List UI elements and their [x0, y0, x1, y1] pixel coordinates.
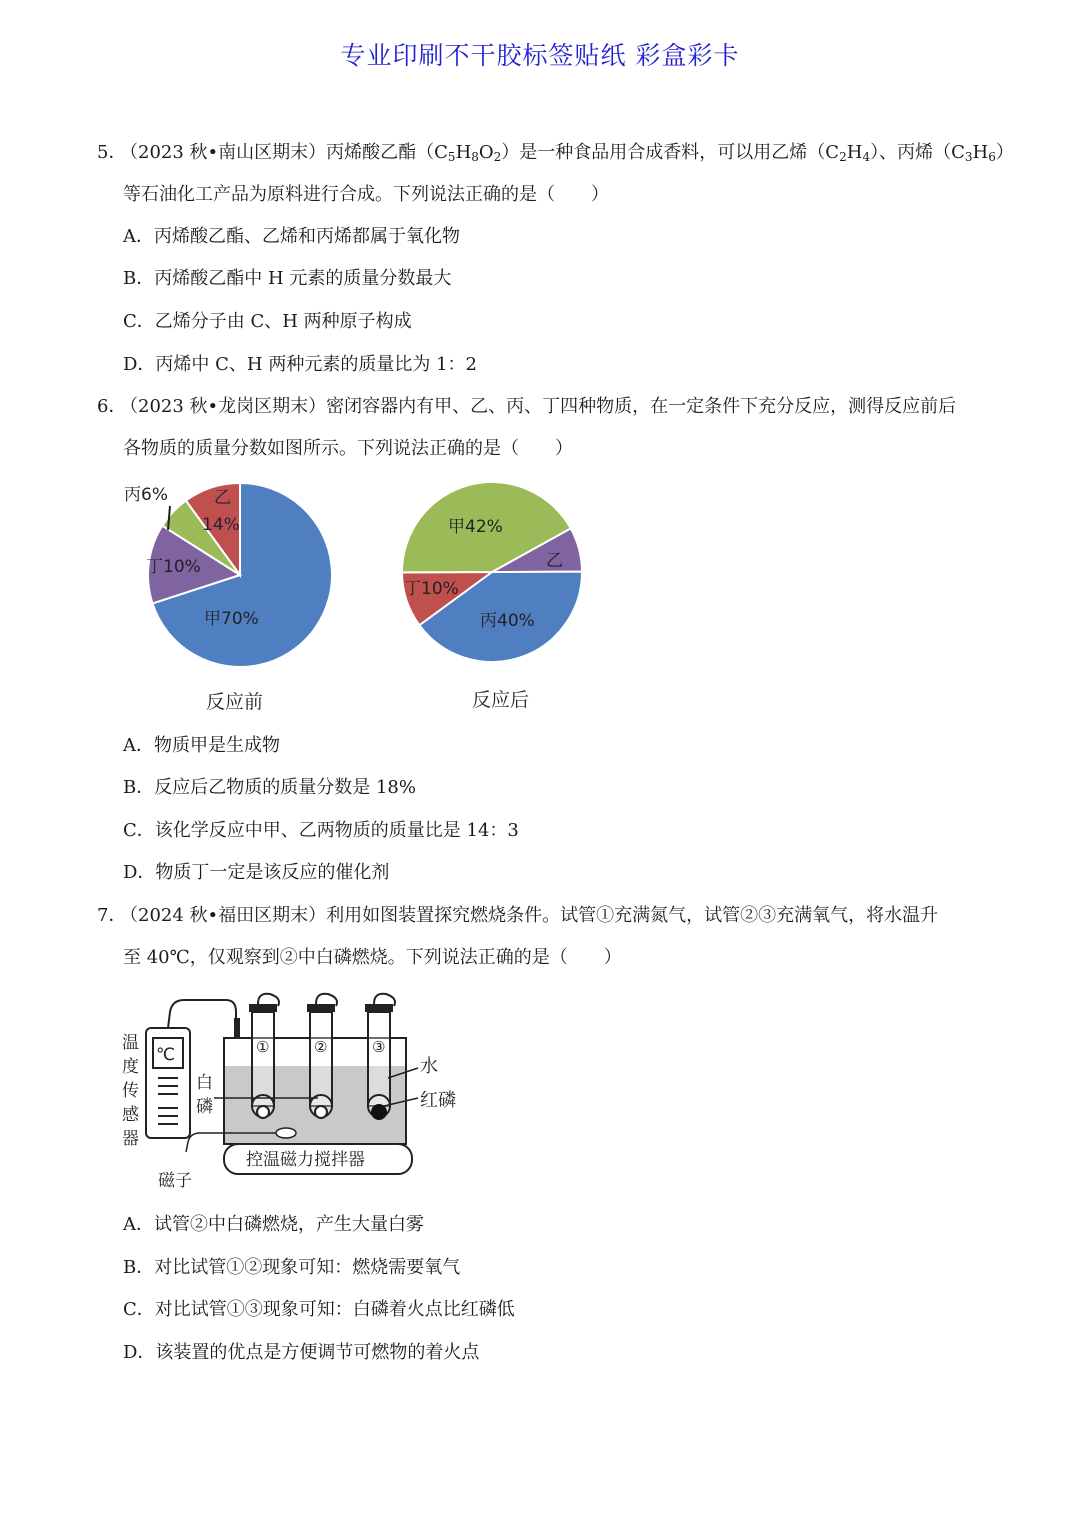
svg-text:红磷: 红磷	[420, 1090, 456, 1111]
question-number: 7．	[97, 905, 127, 926]
label-yi-after: 乙	[546, 551, 563, 571]
svg-text:①: ①	[256, 1038, 270, 1056]
apparatus-figure	[118, 990, 478, 1196]
option-c[interactable]: C．乙烯分子由 C、H 两种原子构成	[123, 311, 412, 332]
pie-charts-svg	[118, 478, 598, 718]
option-d[interactable]: D．该装置的优点是方便调节可燃物的着火点	[123, 1342, 480, 1363]
label-bing-40: 丙40%	[480, 611, 535, 631]
option-d[interactable]: D．丙烯中 C、H 两种元素的质量比为 1：2	[123, 354, 477, 375]
label-yi: 乙	[214, 488, 231, 508]
sensor-display-unit: ℃	[156, 1045, 176, 1065]
svg-text:度: 度	[122, 1057, 139, 1077]
option-a[interactable]: A．丙烯酸乙酯、乙烯和丙烯都属于氧化物	[123, 226, 460, 247]
svg-text:水: 水	[420, 1056, 438, 1077]
label-ding-10: 丁10%	[146, 557, 201, 577]
label-bing-6: 丙6%	[124, 485, 168, 505]
question-stem-line2: 等石油化工产品为原料进行合成。下列说法正确的是（ ）	[123, 184, 609, 205]
question-stem-line1: （2023 秋•龙岗区期末）密闭容器内有甲、乙、丙、丁四种物质，在一定条件下充分反应，测得反应前后	[120, 396, 957, 417]
svg-text:控温磁力搅拌器: 控温磁力搅拌器	[246, 1150, 365, 1170]
option-c[interactable]: C．该化学反应中甲、乙两物质的质量比是 14：3	[123, 820, 519, 841]
option-a[interactable]: A．试管②中白磷燃烧，产生大量白雾	[123, 1214, 424, 1235]
label-jia-42: 甲42%	[448, 517, 503, 537]
question-number: 6．	[97, 396, 127, 417]
option-b[interactable]: B．对比试管①②现象可知：燃烧需要氧气	[123, 1257, 461, 1278]
option-a[interactable]: A．物质甲是生成物	[123, 735, 280, 756]
header-banner: 专业印刷不干胶标签贴纸 彩盒彩卡	[340, 41, 740, 70]
svg-text:白: 白	[196, 1073, 213, 1093]
option-c[interactable]: C．对比试管①③现象可知：白磷着火点比红磷低	[123, 1299, 515, 1320]
option-b[interactable]: B．丙烯酸乙酯中 H 元素的质量分数最大	[123, 268, 452, 289]
svg-text:感: 感	[122, 1105, 139, 1125]
svg-text:温: 温	[122, 1033, 139, 1053]
sensor-cable	[168, 1000, 236, 1028]
question-stem-line1: （2023 秋•南山区期末）丙烯酸乙酯$(C_5H_8O_2)$是一种食品用合成香料，可以用乙烯$(C_2H_4)$、丙烯$(C_3H_6)$	[120, 142, 1014, 164]
test-tube-1	[249, 994, 279, 1118]
pie-after-title: 反应后	[472, 689, 530, 711]
label-ding-10-after: 丁10%	[404, 579, 459, 599]
pie-chart-after	[402, 482, 582, 662]
pie-charts-figure	[118, 478, 598, 718]
svg-text:器: 器	[122, 1129, 139, 1149]
option-d[interactable]: D．物质丁一定是该反应的催化剂	[123, 862, 390, 883]
test-tube-3	[365, 994, 395, 1120]
label-yi-14: 14%	[202, 515, 240, 535]
pie-before-title: 反应前	[206, 691, 264, 713]
question-stem-line2: 各物质的质量分数如图所示。下列说法正确的是（ ）	[123, 438, 573, 459]
svg-text:磷: 磷	[196, 1097, 213, 1117]
svg-text:②: ②	[314, 1038, 328, 1056]
svg-text:传: 传	[122, 1081, 139, 1101]
label-jia-70: 甲70%	[204, 609, 259, 629]
apparatus-diagram	[118, 990, 478, 1196]
question-stem-line2: 至 40℃，仅观察到②中白磷燃烧。下列说法正确的是（ ）	[123, 947, 622, 968]
question-number: 5．	[97, 142, 127, 163]
svg-text:③: ③	[372, 1038, 386, 1056]
svg-text:磁子: 磁子	[158, 1171, 192, 1191]
magnet-stir-bar	[276, 1128, 296, 1138]
question-stem-line1: （2024 秋•福田区期末）利用如图装置探究燃烧条件。试管①充满氮气，试管②③充满氧气，将水温升	[120, 905, 939, 926]
test-tube-2	[307, 994, 337, 1118]
option-b[interactable]: B．反应后乙物质的质量分数是 18%	[123, 777, 416, 798]
